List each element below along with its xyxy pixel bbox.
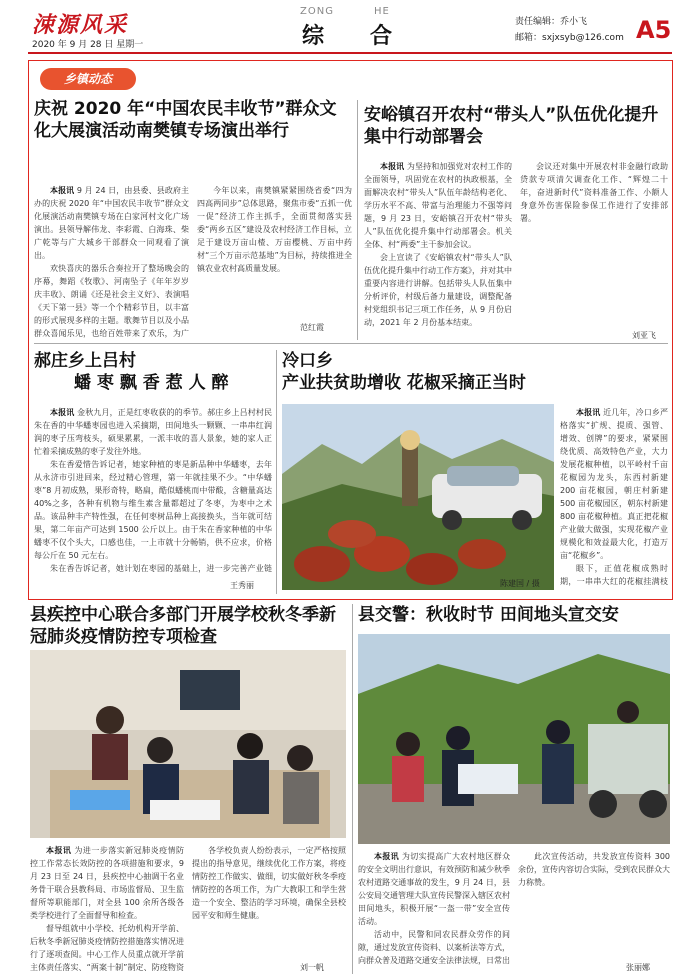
story-lengkou bbox=[282, 350, 662, 394]
section-pinyin-1: ZONG bbox=[300, 6, 334, 17]
page-number: A5 bbox=[636, 16, 672, 44]
byline-lengkou: 本报讯 bbox=[576, 408, 601, 417]
paragraph-cdc-1: 为进一步落实新冠肺炎疫情防控工作常态长效防控的各项措施和要求，9 月 23 日至 24 日，县疾控中心抽调干名业务骨干联合县教科局、市场监督局、卫生监督所等职能部门，对全县 100 余所各级各类学校进行了全面督导和检查。 bbox=[30, 846, 184, 920]
author-anyu: 刘亚飞 bbox=[632, 331, 656, 340]
paragraph-haozhuang-2: 朱在香爱惜告诉记者，她家种植的枣是新品种中华蟠枣，去年从永济市引进回来，经过精心管理，第一年就挂果不少。“中华蟠枣”8 月初成熟，果形奇特，略扁，酷似蟠桃而中带酸，含糖量高达 40%之多，各种有机物与维生素含量都超过了冬枣，为枣中之术品。该品种丰产特性强，在任何枣树品种上高接换头，当年就可结果，第二年亩产可达到 1500 公斤以上。由于朱在香家种植的中华蟠枣不仅个头大，口感也佳，一上市就十分畅销，供不应求，价格每公斤在 50 元左右。 bbox=[34, 460, 272, 560]
author-traffic: 张丽娜 bbox=[626, 963, 650, 972]
article-body-traffic-wrap bbox=[358, 850, 670, 966]
paragraph-traffic-2: 活动中，民警和同农民群众劳作的间隙，通过发放宣传资料、以案析法等方式，向群众普及道路交通安全法律法规，日常出 bbox=[358, 930, 510, 965]
column-divider bbox=[352, 604, 353, 974]
headline-haozhuang-line2: 蟠 枣 飘 香 惹 人 醉 bbox=[74, 373, 229, 394]
section-pinyin-2: HE bbox=[374, 6, 390, 17]
paragraph-haozhuang-1: 金秋九月，正是红枣收获的的季节。郝庄乡上吕村村民朱在香的中华蟠枣园也进入采摘期，田间地头一颗颗、一串串红润润的枣子压弯枝头，硕果累累，一派丰收的喜人景象，她的家人正忙着采摘成熟的枣子发往外地。 bbox=[34, 408, 272, 456]
issue-date: 2020 年 9 月 28 日 星期一 bbox=[32, 40, 144, 50]
paragraph-haozhuang-3: 朱在香告诉记者，她计划在枣园的基础上，进一步完善产业链 bbox=[50, 564, 272, 573]
story-cdc bbox=[30, 604, 352, 648]
byline-nanfan: 本报讯 bbox=[50, 186, 75, 195]
photo-traffic-campaign bbox=[358, 634, 670, 844]
paragraph-traffic-3: 此次宣传活动，共发放宣传资料 300 余份，宣传内容切合实际，受到农民群众大力称赞。 bbox=[518, 852, 670, 887]
column-divider bbox=[357, 100, 358, 340]
paragraph-traffic-1: 为切实提高广大农村地区群众的安全文明出行意识，有效预防和减少秋季农村道路交通事故的发生，9 月 24 日，县公安局交通管理大队宣传民警深入辖区农村田间地头，积极开展“一盔一带”安全宣传活动。 bbox=[358, 852, 510, 926]
paragraph-anyu-2: 会上宣读了《安峪镇农村“带头人”队伍优化提升集中行动工作方案》，并对其中重要内容进行讲解。包括带头人队伍集中分析评价，村级后备力量建设，调整配备村党组织书记三项工作任务，从 9 月份启动，2021 年 2 月份基本结束。 bbox=[364, 253, 512, 327]
editor-name: 责任编辑：乔小飞 bbox=[515, 17, 588, 27]
article-body-traffic-col2 bbox=[518, 850, 670, 966]
paragraph-lengkou-2: 眼下，正值花椒成熟时期，一串串大红的花椒挂满枝 bbox=[560, 564, 668, 586]
story-anyu bbox=[364, 104, 666, 148]
author-haozhuang: 王秀丽 bbox=[230, 581, 254, 590]
headline-cdc: 县疾控中心联合多部门开展学校秋冬季新冠肺炎疫情防控专项检查 bbox=[30, 605, 336, 648]
photo-traffic-campaign-illustration bbox=[358, 634, 670, 844]
photo-school-inspection bbox=[30, 650, 346, 838]
story-nanfan bbox=[34, 98, 352, 142]
article-body-cdc-wrap bbox=[30, 844, 346, 974]
article-body-cdc-col2 bbox=[192, 844, 346, 964]
paragraph-nanfan-2: 欢快喜庆的器乐合奏拉开了整场晚会的序幕，舞蹈《牧歌》、河南坠子《年年岁岁庆丰收》、朗诵《还是社会主义好》、表演唱《天下第一县》等一个个精彩节目，以丰富的形式展现多样的主题。歌舞节目以及小品群众喜闻乐见，也给百姓带来了欢乐，为广 bbox=[34, 264, 189, 338]
column-tag: 乡镇动态 bbox=[40, 68, 136, 90]
paragraph-cdc-3: 各学校负责人纷纷表示，一定严格按照提出的指导意见，继续优化工作方案，将疫情防控工作做实、做细，切实做好秋冬季疫情防控的各项工作，为广大教职工和学生营造一个安全、整洁的学习环境，确保全县校园平安和师生健康。 bbox=[192, 846, 346, 920]
article-body-traffic-col1 bbox=[358, 850, 510, 966]
headline-anyu: 安峪镇召开农村“带头人”队伍优化提升集中行动部署会 bbox=[364, 105, 659, 148]
paragraph-lengkou-1: 近几年，冷口乡严格落实“扩规、提质、强管、增效、创牌”的要求，紧紧围绕优质、高效特色产业，大力发展花椒种植，以平岭村千亩花椒园为龙头，东西村新建 200 亩花椒园，朝庄村新建 500 亩花椒园区，朝东村新建 800 亩花椒种植。真正把花椒产业做大做强，实现花椒产业规模化和效益最大化，打造万亩“花椒乡”。 bbox=[560, 408, 668, 560]
article-body-haozhuang bbox=[34, 406, 272, 574]
photo-school-inspection-illustration bbox=[30, 650, 346, 838]
editor-info bbox=[515, 14, 624, 46]
byline-traffic: 本报讯 bbox=[374, 852, 400, 861]
newspaper-logo: 涑源风采 bbox=[32, 12, 129, 38]
headline-nanfan: 庆祝 2020 年“中国农民丰收节”群众文化大展演活动南樊镇专场演出举行 bbox=[34, 99, 337, 142]
story-nanfan-body bbox=[34, 184, 352, 340]
column-divider bbox=[276, 350, 277, 594]
paragraph-anyu-4: 会议还对集中开展农村非金融行政助贷款专项清欠调查化工作、“辉煌二十年，奋进新时代”资料准备工作、小额人身意外伤害保险参保工作进行了安排部署。 bbox=[520, 162, 668, 223]
paragraph-nanfan-1: 9 月 24 日，由县委、县政府主办的庆祝 2020 年“中国农民丰收节”群众文化展演活动南樊镇专场在白家河村文化广场演出。县领导解伟龙、李彩霞、白海珠、柴广乾等与广大城乡干部群众一同观看了演出。 bbox=[34, 186, 189, 260]
paragraph-nanfan-3: 今年以来，南樊镇紧紧围绕省委“四为四高两同步”总体思路，聚焦市委“五抓一优一促”经济工作主抓手，全面贯彻落实县委“两乡五区”建设及农村经济工作目标，立足于建设万亩山楂、万亩樱桃、万亩中药材“三个万亩示范基地”为目标，持续推进全镇农业农村高质量发展。 bbox=[197, 186, 352, 273]
article-body-nanfan-col1 bbox=[34, 184, 189, 340]
article-body-lengkou bbox=[560, 406, 668, 590]
editor-email: 邮箱：sxjxsyb@126.com bbox=[515, 33, 624, 43]
byline-anyu: 本报讯 bbox=[380, 162, 405, 171]
photo-pepper-harvest-illustration bbox=[282, 404, 554, 590]
byline-cdc: 本报讯 bbox=[46, 846, 72, 855]
section-divider bbox=[34, 343, 668, 344]
author-cdc: 刘一帆 bbox=[300, 963, 324, 972]
photo-credit-lengkou: 陈建国 / 摄 bbox=[500, 579, 540, 588]
article-body-anyu-col1 bbox=[364, 160, 512, 328]
section-title-2: 合 bbox=[370, 24, 393, 49]
paragraph-anyu-1: 为坚持和加强党对农村工作的全面领导，巩固党在农村的执政根基，全面解决农村“带头人”队伍年龄结构老化、学历水平不高、带富与治理能力不强等问题，9 月 23 日，安峪镇召开农村“带头人”队伍优化提升集中行动部署会。机关全体、村“两委”主干参加会议。 bbox=[364, 162, 512, 249]
byline-haozhuang: 本报讯 bbox=[50, 408, 75, 417]
article-body-anyu-col2 bbox=[520, 160, 668, 328]
headline-lengkou-line1: 冷口乡 bbox=[282, 351, 333, 371]
masthead bbox=[0, 0, 700, 52]
article-body-nanfan-col2 bbox=[197, 184, 352, 324]
headline-lengkou-line2: 产业扶贫助增收 花椒采摘正当时 bbox=[282, 373, 526, 394]
headline-traffic: 县交警：秋收时节 田间地头宣交安 bbox=[358, 605, 619, 625]
section-title-1: 综 bbox=[302, 24, 325, 49]
paragraph-cdc-2: 督导组就中小学校、托幼机构开学前、后秋冬季新冠肺炎疫情防控措施落实情况进行了逐项查阅。中心工作人员重点就开学前主体责任落实、“两案十制”制定、防疫物资 bbox=[30, 924, 184, 972]
photo-pepper-harvest bbox=[282, 404, 554, 590]
masthead-rule bbox=[28, 52, 672, 54]
headline-haozhuang-line1: 郝庄乡上吕村 bbox=[34, 351, 136, 371]
article-body-cdc-col1 bbox=[30, 844, 184, 974]
story-traffic bbox=[358, 604, 670, 626]
story-anyu-body bbox=[364, 160, 668, 328]
story-haozhuang bbox=[34, 350, 270, 394]
author-nanfan: 范红霞 bbox=[300, 323, 324, 332]
